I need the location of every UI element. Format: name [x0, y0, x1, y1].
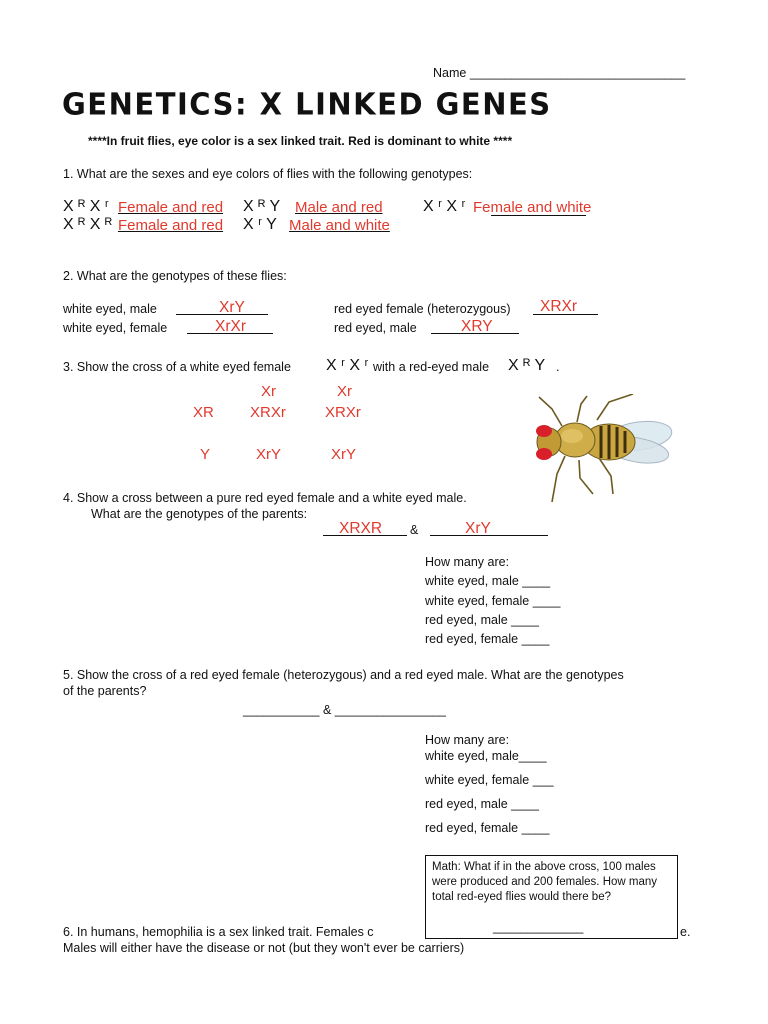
- q1-answer-1: Female and red: [118, 199, 224, 216]
- q2-answer-2: XrXr: [215, 318, 246, 335]
- q4-line-1: 4. Show a cross between a pure red eyed female and a white eyed male.: [63, 491, 467, 505]
- math-question-text: Math: What if in the above cross, 100 males were produced and 200 females. How many total red-eyed flies would there be?: [432, 861, 658, 903]
- q4-count-2: white eyed, female ____: [425, 594, 561, 608]
- q5-line-1: 5. Show the cross of a red eyed female (heterozygous) and a red eyed male. What are the genotypes: [63, 668, 624, 682]
- page-title: GENETICS: X LINKED GENES: [62, 86, 552, 122]
- q1-answer-3: Female and white: [473, 199, 592, 216]
- punnett-side-2: Y: [200, 446, 211, 463]
- q3-question-part-a: 3. Show the cross of a white eyed female: [63, 360, 291, 374]
- q4-count-1: white eyed, male ____: [425, 574, 551, 588]
- q6-line-2: Males will either have the disease or not (but they won't ever be carriers): [63, 941, 465, 955]
- q2-label-1: white eyed, male: [63, 302, 157, 316]
- q5-parent-blanks: ___________ & ________________: [243, 703, 446, 717]
- q1-answer-4: Female and red: [118, 217, 224, 234]
- name-field-label: Name _______________________________: [433, 66, 686, 80]
- q1-question: 1. What are the sexes and eye colors of flies with the following genotypes:: [63, 167, 473, 181]
- q4-ampersand: &: [410, 523, 419, 537]
- q2-label-3: red eyed female (heterozygous): [334, 302, 511, 316]
- q5-line-2: of the parents?: [63, 684, 147, 698]
- q3-male-genotype: X ᴿ Y: [508, 357, 546, 374]
- q2-question: 2. What are the genotypes of these flies:: [63, 269, 287, 283]
- q1-genotype-2: X ᴿ Y: [243, 198, 281, 215]
- q1-genotype-3: X ʳ X ʳ: [423, 198, 466, 215]
- math-answer-blank: _____________: [493, 920, 584, 934]
- q2-answer-4: XRY: [461, 318, 493, 335]
- q4-count-3: red eyed, male ____: [425, 613, 539, 627]
- q2-answer-1: XrY: [219, 299, 245, 316]
- q6-line-1: 6. In humans, hemophilia is a sex linked trait. Females c: [63, 925, 374, 939]
- q1-answer-5: Male and white: [289, 217, 390, 234]
- punnett-cell-1-2: XRXr: [325, 404, 361, 421]
- q4-line-2: What are the genotypes of the parents:: [91, 507, 308, 521]
- punnett-side-1: XR: [193, 404, 214, 421]
- punnett-cell-2-2: XrY: [331, 446, 357, 463]
- q1-genotype-5: X ʳ Y: [243, 216, 277, 233]
- punnett-cell-1-1: XRXr: [250, 404, 286, 421]
- q5-count-4: red eyed, female ____: [425, 821, 550, 835]
- q4-how-many: How many are:: [425, 555, 510, 569]
- q3-question-part-b: with a red-eyed male: [373, 360, 490, 374]
- q5-how-many: How many are:: [425, 733, 510, 747]
- q4-count-4: red eyed, female ____: [425, 632, 550, 646]
- q3-question-part-c: .: [556, 360, 560, 374]
- punnett-cell-2-1: XrY: [256, 446, 282, 463]
- q4-parent-1: XRXR: [339, 520, 383, 537]
- q4-parent-2: XrY: [465, 520, 491, 537]
- q1-genotype-1: X ᴿ X ʳ: [63, 198, 109, 215]
- q6-line-1-end: e.: [680, 925, 691, 939]
- intro-text: ****In fruit flies, eye color is a sex linked trait. Red is dominant to white ****: [88, 134, 513, 148]
- q2-answer-3: XRXr: [540, 298, 578, 315]
- q2-label-4: red eyed, male: [334, 321, 417, 335]
- q5-count-3: red eyed, male ____: [425, 797, 539, 811]
- q2-label-2: white eyed, female: [63, 321, 168, 335]
- punnett-top-2: Xr: [337, 383, 352, 400]
- q5-count-2: white eyed, female ___: [425, 773, 554, 787]
- q1-answer-3-underline: [491, 203, 586, 216]
- punnett-top-1: Xr: [261, 383, 276, 400]
- q3-female-genotype: X ʳ X ʳ: [326, 357, 369, 374]
- q1-answer-2: Male and red: [295, 199, 383, 216]
- q1-genotype-4: X ᴿ X ᴿ: [63, 216, 113, 233]
- q5-count-1: white eyed, male____: [425, 749, 547, 763]
- fruit-fly-illustration: [517, 394, 677, 504]
